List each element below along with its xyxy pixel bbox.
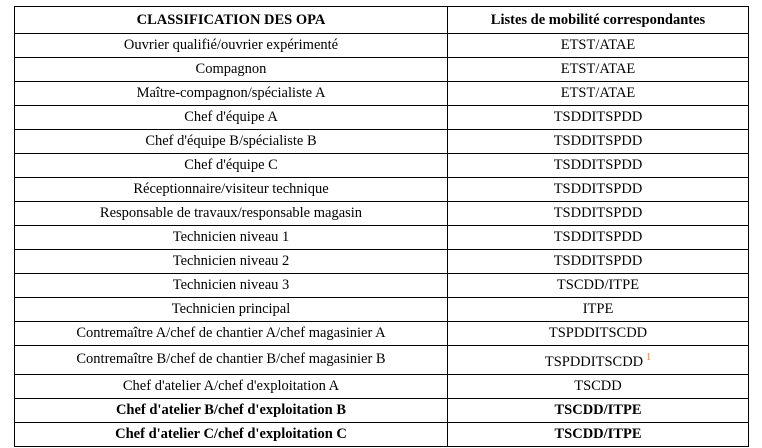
table-row: [15, 154, 749, 178]
table-body: [15, 34, 749, 447]
cell-mobility-text: ETST/ATAE: [560, 85, 636, 101]
cell-mobility-text: ETST/ATAE: [560, 37, 636, 53]
footnote-marker: 1: [646, 352, 652, 363]
column-header-classification: CLASSIFICATION DES OPA: [15, 7, 448, 34]
cell-classification: Ouvrier qualifié/ouvrier expérimenté: [15, 34, 448, 58]
cell-classification: Technicien principal: [15, 298, 448, 322]
cell-classification: Chef d'atelier C/chef d'exploitation C: [15, 422, 448, 446]
cell-mobility-text: TSCDD/ITPE: [554, 425, 642, 442]
cell-mobility: [448, 346, 749, 375]
cell-classification: Contremaître A/chef de chantier A/chef magasinier A: [15, 322, 448, 346]
cell-mobility-text: ETST/ATAE: [560, 61, 636, 77]
cell-mobility: [448, 422, 749, 446]
cell-mobility: [448, 58, 749, 82]
table-row: [15, 422, 749, 446]
cell-classification: Responsable de travaux/responsable magasin: [15, 202, 448, 226]
cell-classification: Chef d'équipe C: [15, 154, 448, 178]
table-row: [15, 58, 749, 82]
table-header: [15, 7, 749, 34]
cell-mobility-text: TSCDD: [574, 377, 622, 394]
table-row: [15, 82, 749, 106]
cell-classification: Réceptionnaire/visiteur technique: [15, 178, 448, 202]
cell-mobility-text: TSCDD/ITPE: [554, 401, 642, 418]
table-row: [15, 322, 749, 346]
cell-mobility: [448, 226, 749, 250]
cell-mobility-text: TSDDITSPDD: [553, 229, 643, 245]
table-row: [15, 398, 749, 422]
cell-mobility: [448, 154, 749, 178]
cell-mobility-text: TSDDITSPDD: [553, 157, 643, 173]
cell-mobility-text: TSDDITSPDD: [553, 253, 643, 269]
cell-mobility-text: TSDDITSPDD: [553, 109, 643, 125]
cell-mobility-text: TSCDD/ITPE: [556, 277, 640, 293]
cell-classification: Technicien niveau 1: [15, 226, 448, 250]
column-header-mobility: Listes de mobilité correspondantes: [448, 7, 749, 34]
cell-classification: Technicien niveau 3: [15, 274, 448, 298]
table-header-row: [15, 7, 749, 34]
cell-mobility: [448, 178, 749, 202]
cell-mobility: [448, 130, 749, 154]
cell-mobility-text: TSPDDITSCDD: [548, 325, 648, 341]
cell-mobility-text: TSDDITSPDD: [553, 205, 643, 221]
cell-mobility-text: TSPDDITSCDD: [544, 353, 644, 370]
table-row: [15, 178, 749, 202]
table-row: [15, 226, 749, 250]
table-row: [15, 106, 749, 130]
cell-mobility: [448, 82, 749, 106]
cell-mobility: [448, 202, 749, 226]
cell-classification: Contremaître B/chef de chantier B/chef magasinier B: [15, 346, 448, 375]
cell-classification: Maître-compagnon/spécialiste A: [15, 82, 448, 106]
cell-classification: Compagnon: [15, 58, 448, 82]
cell-mobility-text: TSDDITSPDD: [553, 133, 643, 149]
cell-classification: Chef d'équipe A: [15, 106, 448, 130]
cell-mobility: [448, 374, 749, 398]
cell-mobility: [448, 298, 749, 322]
cell-mobility: [448, 34, 749, 58]
cell-mobility: [448, 398, 749, 422]
cell-classification: Chef d'équipe B/spécialiste B: [15, 130, 448, 154]
cell-mobility: [448, 322, 749, 346]
cell-classification: Chef d'atelier A/chef d'exploitation A: [15, 374, 448, 398]
cell-mobility-text: ITPE: [582, 301, 614, 317]
cell-classification: Chef d'atelier B/chef d'exploitation B: [15, 398, 448, 422]
cell-mobility: [448, 250, 749, 274]
cell-mobility: [448, 274, 749, 298]
table-row: [15, 298, 749, 322]
table-row: [15, 374, 749, 398]
opa-classification-table: [14, 6, 749, 447]
cell-mobility-text: TSDDITSPDD: [553, 181, 643, 197]
table-row: [15, 130, 749, 154]
table-row: [15, 346, 749, 375]
table-row: [15, 202, 749, 226]
cell-classification: Technicien niveau 2: [15, 250, 448, 274]
table-row: [15, 250, 749, 274]
cell-mobility: [448, 106, 749, 130]
table-row: [15, 274, 749, 298]
table-row: [15, 34, 749, 58]
